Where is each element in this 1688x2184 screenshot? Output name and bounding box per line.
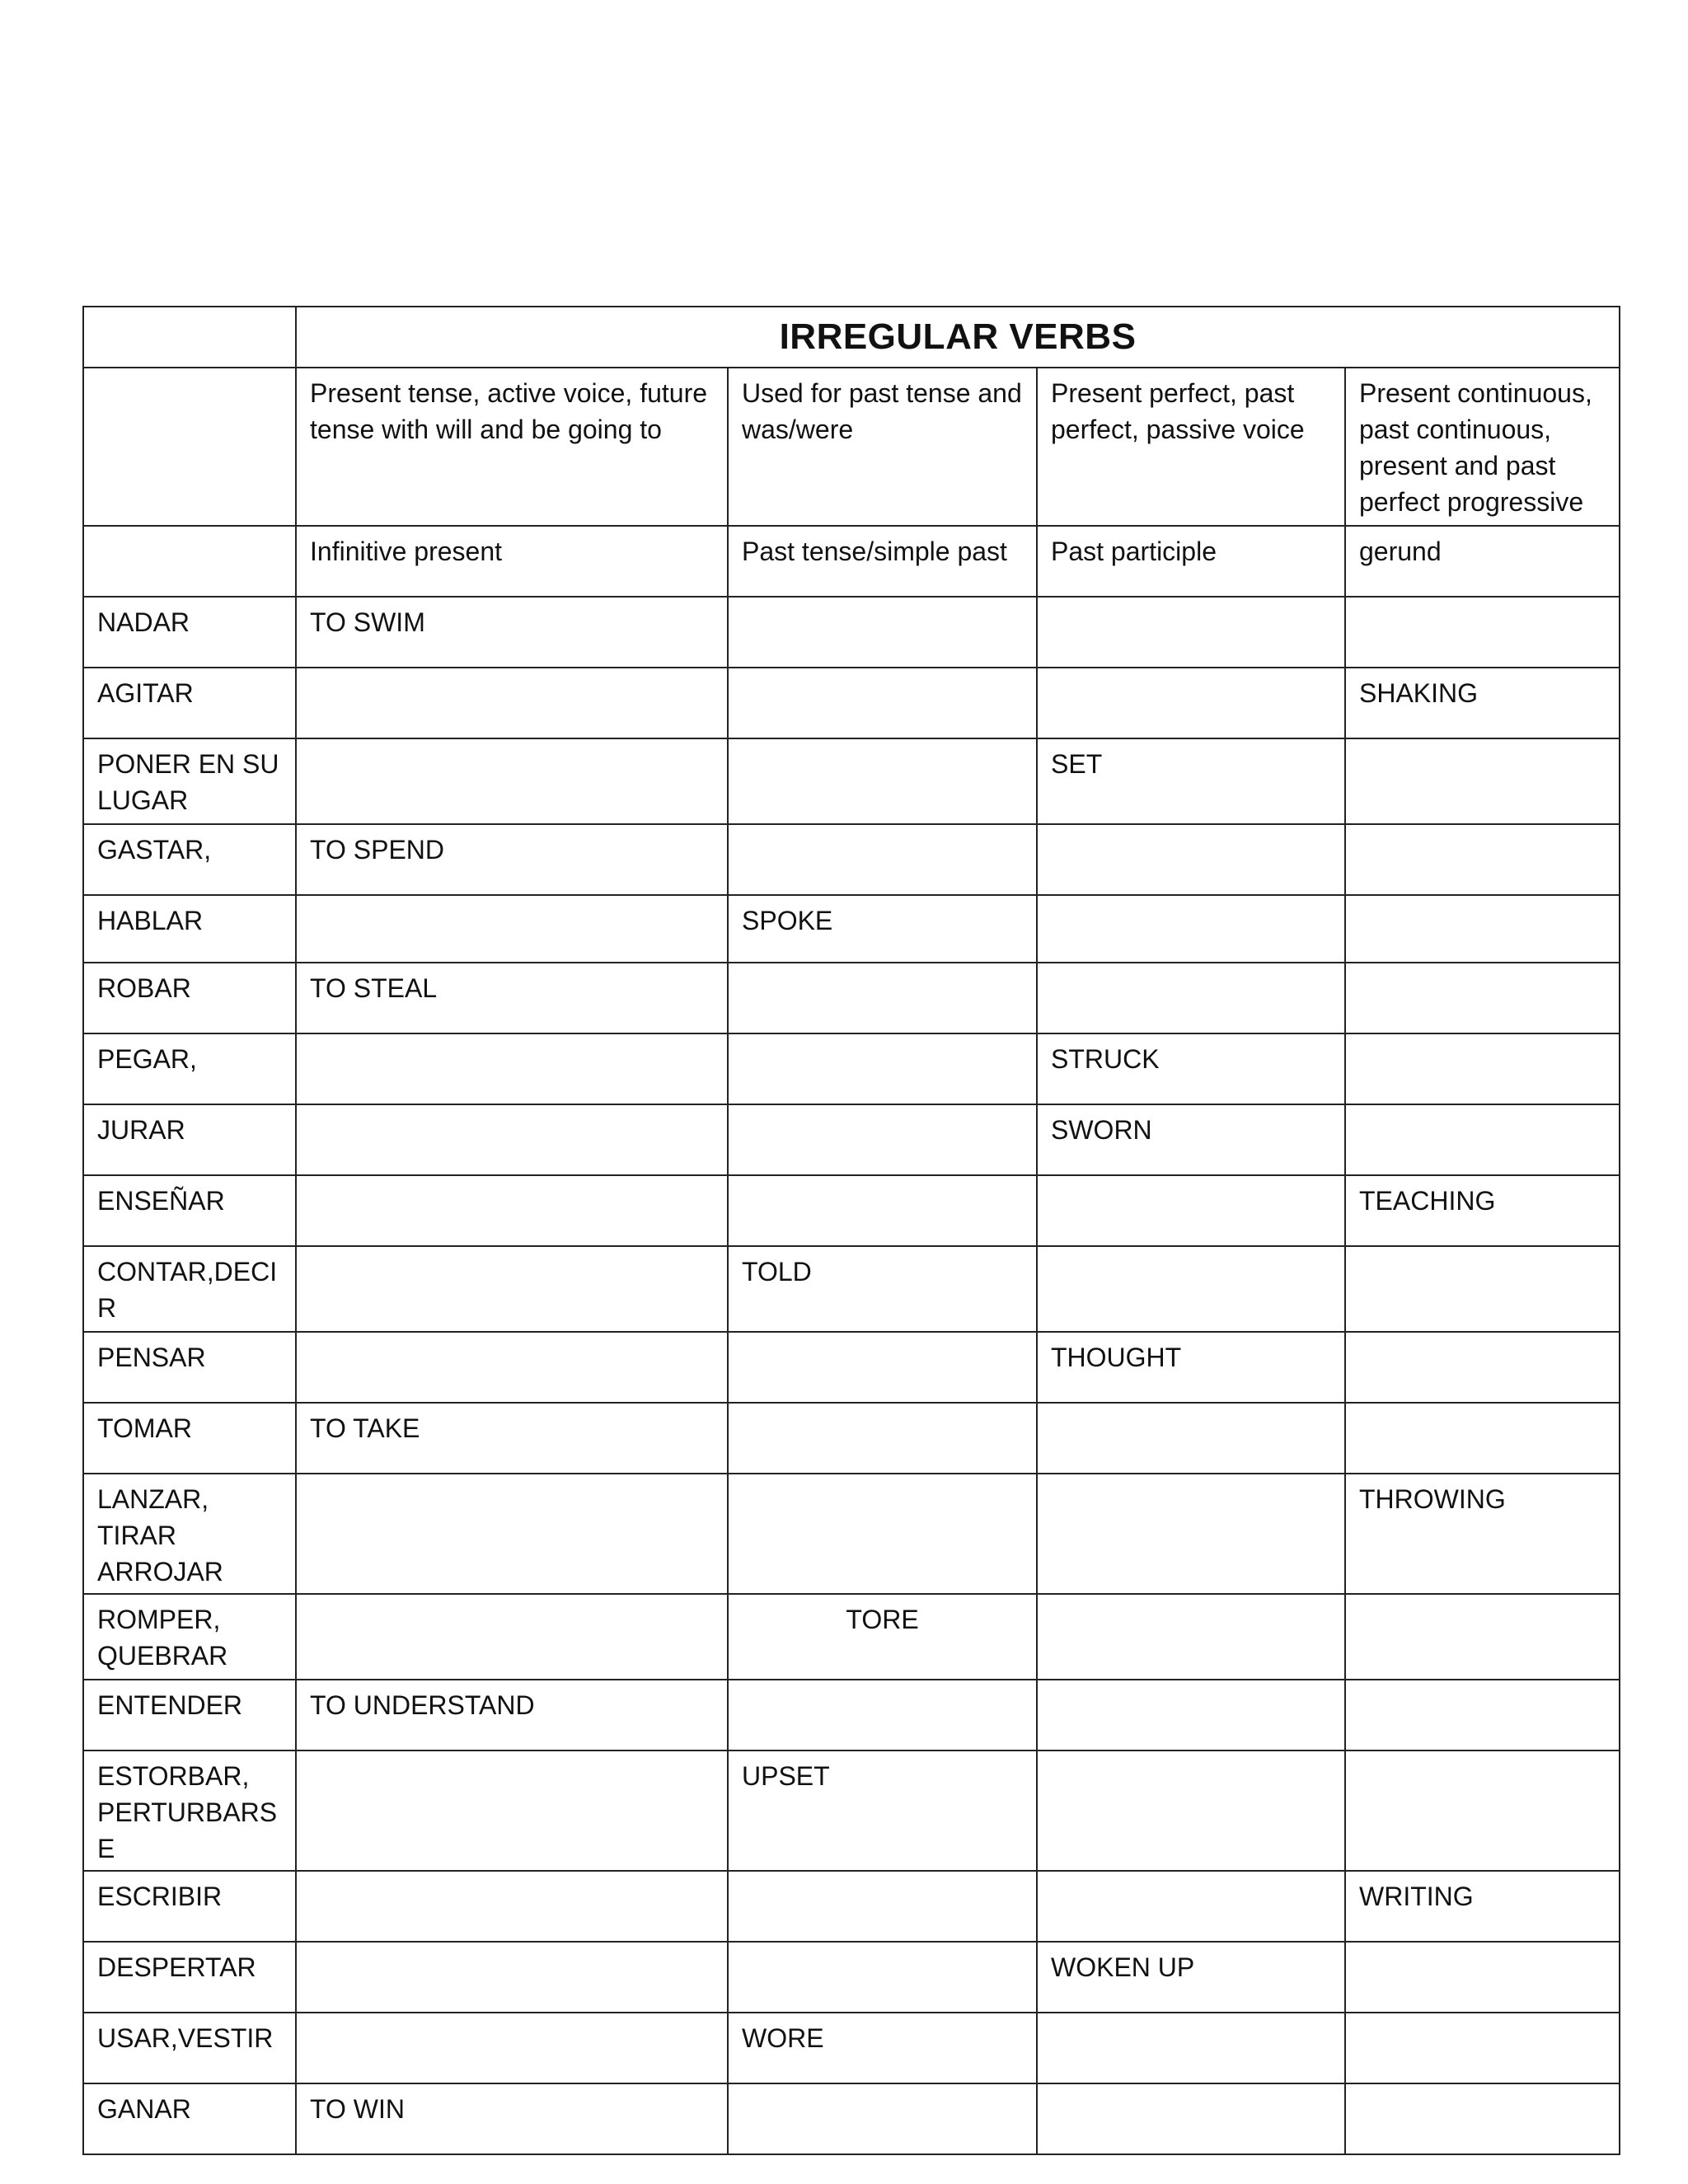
- spanish-verb-cell: ESTORBAR, PERTURBARSE: [83, 1750, 296, 1871]
- infinitive-cell: TO SPEND: [296, 824, 728, 895]
- spanish-verb-cell: NADAR: [83, 597, 296, 668]
- spanish-verb-cell: CONTAR,DECIR: [83, 1246, 296, 1332]
- gerund-cell: TEACHING: [1345, 1175, 1620, 1246]
- gerund-cell: WRITING: [1345, 1871, 1620, 1942]
- participle-cell: WOKEN UP: [1037, 1942, 1345, 2013]
- worksheet: [82, 306, 1619, 2155]
- participle-cell: [1037, 963, 1345, 1033]
- gerund-cell: SHAKING: [1345, 668, 1620, 738]
- spanish-verb-cell: ROBAR: [83, 963, 296, 1033]
- gerund-cell: [1345, 1680, 1620, 1750]
- table-row: [83, 2083, 1620, 2154]
- infinitive-cell: [296, 1246, 728, 1332]
- label-infinitive: Infinitive present: [296, 526, 728, 597]
- past-cell: TOLD: [728, 1246, 1037, 1332]
- infinitive-cell: [296, 1474, 728, 1594]
- participle-cell: [1037, 1750, 1345, 1871]
- past-cell: [728, 597, 1037, 668]
- table-row: [83, 668, 1620, 738]
- participle-cell: THOUGHT: [1037, 1332, 1345, 1403]
- table-row: [83, 738, 1620, 824]
- participle-cell: [1037, 1175, 1345, 1246]
- participle-cell: [1037, 1871, 1345, 1942]
- past-cell: [728, 1175, 1037, 1246]
- past-cell: [728, 1033, 1037, 1104]
- spanish-verb-cell: AGITAR: [83, 668, 296, 738]
- past-cell: [728, 1332, 1037, 1403]
- table-row: [83, 1680, 1620, 1750]
- spanish-verb-cell: JURAR: [83, 1104, 296, 1175]
- gerund-cell: [1345, 597, 1620, 668]
- gerund-cell: THROWING: [1345, 1474, 1620, 1594]
- spanish-verb-cell: DESPERTAR: [83, 1942, 296, 2013]
- gerund-cell: [1345, 2013, 1620, 2083]
- participle-cell: [1037, 2083, 1345, 2154]
- past-cell: [728, 1403, 1037, 1474]
- table-title-row: [83, 307, 1620, 368]
- participle-cell: SWORN: [1037, 1104, 1345, 1175]
- participle-cell: [1037, 1594, 1345, 1680]
- table-row: [83, 1474, 1620, 1594]
- spanish-verb-cell: GASTAR,: [83, 824, 296, 895]
- past-cell: [728, 2083, 1037, 2154]
- description-gerund: Present continuous, past continuous, present and past perfect progressive: [1345, 368, 1620, 526]
- spanish-verb-cell: ENTENDER: [83, 1680, 296, 1750]
- label-blank-cell: [83, 526, 296, 597]
- table-row: [83, 1332, 1620, 1403]
- gerund-cell: [1345, 1403, 1620, 1474]
- infinitive-cell: [296, 1332, 728, 1403]
- table-row: [83, 1942, 1620, 2013]
- spanish-verb-cell: PENSAR: [83, 1332, 296, 1403]
- spanish-verb-cell: HABLAR: [83, 895, 296, 963]
- past-cell: UPSET: [728, 1750, 1037, 1871]
- infinitive-cell: TO STEAL: [296, 963, 728, 1033]
- table-row: [83, 2013, 1620, 2083]
- past-cell: [728, 963, 1037, 1033]
- gerund-cell: [1345, 963, 1620, 1033]
- description-blank-cell: [83, 368, 296, 526]
- table-row: [83, 597, 1620, 668]
- table-row: [83, 895, 1620, 963]
- gerund-cell: [1345, 824, 1620, 895]
- participle-cell: SET: [1037, 738, 1345, 824]
- spanish-verb-cell: USAR,VESTIR: [83, 2013, 296, 2083]
- past-cell: [728, 668, 1037, 738]
- table-row: [83, 824, 1620, 895]
- participle-cell: [1037, 824, 1345, 895]
- spanish-verb-cell: PONER EN SU LUGAR: [83, 738, 296, 824]
- description-infinitive: Present tense, active voice, future tense with will and be going to: [296, 368, 728, 526]
- infinitive-cell: [296, 2013, 728, 2083]
- table-title: IRREGULAR VERBS: [296, 307, 1620, 368]
- gerund-cell: [1345, 1104, 1620, 1175]
- infinitive-cell: [296, 1871, 728, 1942]
- table-row: [83, 1594, 1620, 1680]
- gerund-cell: [1345, 895, 1620, 963]
- table-row: [83, 1871, 1620, 1942]
- gerund-cell: [1345, 1594, 1620, 1680]
- label-participle: Past participle: [1037, 526, 1345, 597]
- participle-cell: [1037, 1246, 1345, 1332]
- gerund-cell: [1345, 1332, 1620, 1403]
- irregular-verbs-table: [82, 306, 1620, 2155]
- description-participle: Present perfect, past perfect, passive voice: [1037, 368, 1345, 526]
- infinitive-cell: [296, 1175, 728, 1246]
- table-row: [83, 1175, 1620, 1246]
- infinitive-cell: [296, 895, 728, 963]
- spanish-verb-cell: PEGAR,: [83, 1033, 296, 1104]
- participle-cell: [1037, 1474, 1345, 1594]
- description-row: [83, 368, 1620, 526]
- infinitive-cell: [296, 738, 728, 824]
- participle-cell: [1037, 2013, 1345, 2083]
- past-cell: [728, 1871, 1037, 1942]
- gerund-cell: [1345, 2083, 1620, 2154]
- form-label-row: [83, 526, 1620, 597]
- corner-cell: [83, 307, 296, 368]
- spanish-verb-cell: GANAR: [83, 2083, 296, 2154]
- label-past: Past tense/simple past: [728, 526, 1037, 597]
- description-past: Used for past tense and was/were: [728, 368, 1037, 526]
- spanish-verb-cell: LANZAR, TIRAR ARROJAR: [83, 1474, 296, 1594]
- gerund-cell: [1345, 1246, 1620, 1332]
- gerund-cell: [1345, 1750, 1620, 1871]
- infinitive-cell: [296, 668, 728, 738]
- past-cell: [728, 1680, 1037, 1750]
- table-row: [83, 1403, 1620, 1474]
- past-cell: [728, 1942, 1037, 2013]
- participle-cell: [1037, 1680, 1345, 1750]
- spanish-verb-cell: ENSEÑAR: [83, 1175, 296, 1246]
- table-row: [83, 963, 1620, 1033]
- participle-cell: [1037, 1403, 1345, 1474]
- past-cell: SPOKE: [728, 895, 1037, 963]
- participle-cell: [1037, 895, 1345, 963]
- past-cell: [728, 1104, 1037, 1175]
- gerund-cell: [1345, 1033, 1620, 1104]
- spanish-verb-cell: TOMAR: [83, 1403, 296, 1474]
- gerund-cell: [1345, 1942, 1620, 2013]
- past-cell: [728, 824, 1037, 895]
- infinitive-cell: [296, 1750, 728, 1871]
- table-row: [83, 1033, 1620, 1104]
- participle-cell: [1037, 597, 1345, 668]
- infinitive-cell: [296, 1104, 728, 1175]
- spanish-verb-cell: ESCRIBIR: [83, 1871, 296, 1942]
- infinitive-cell: [296, 1033, 728, 1104]
- past-cell: TORE: [728, 1594, 1037, 1680]
- table-row: [83, 1246, 1620, 1332]
- participle-cell: STRUCK: [1037, 1033, 1345, 1104]
- label-gerund: gerund: [1345, 526, 1620, 597]
- past-cell: [728, 738, 1037, 824]
- past-cell: WORE: [728, 2013, 1037, 2083]
- past-cell: [728, 1474, 1037, 1594]
- infinitive-cell: [296, 1942, 728, 2013]
- infinitive-cell: TO SWIM: [296, 597, 728, 668]
- infinitive-cell: TO WIN: [296, 2083, 728, 2154]
- spanish-verb-cell: ROMPER, QUEBRAR: [83, 1594, 296, 1680]
- infinitive-cell: [296, 1594, 728, 1680]
- table-row: [83, 1104, 1620, 1175]
- gerund-cell: [1345, 738, 1620, 824]
- infinitive-cell: TO UNDERSTAND: [296, 1680, 728, 1750]
- table-row: [83, 1750, 1620, 1871]
- infinitive-cell: TO TAKE: [296, 1403, 728, 1474]
- participle-cell: [1037, 668, 1345, 738]
